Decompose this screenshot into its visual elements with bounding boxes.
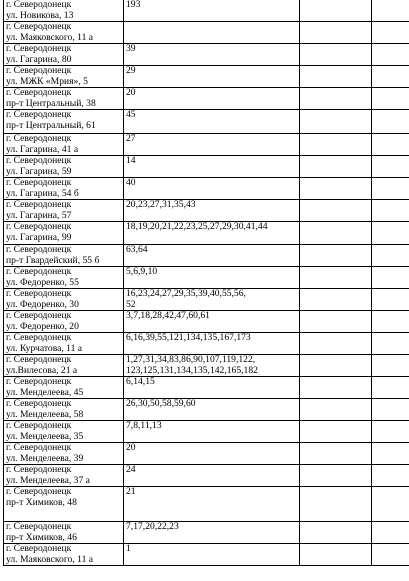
numbers-text-continued: 52 [126, 299, 136, 310]
city-text: г. Северодонецк [6, 377, 72, 387]
street-text: пр-т Центральный, 61 [6, 120, 96, 131]
empty-cell [372, 134, 409, 156]
street-text: пр-т Центральный, 38 [6, 98, 96, 109]
address-cell [4, 544, 124, 566]
numbers-cell [124, 267, 300, 289]
street-text: ул. Маяковского, 11 а [6, 554, 94, 565]
address-cell [4, 289, 124, 311]
numbers-cell [124, 443, 300, 465]
address-cell [4, 245, 124, 267]
numbers-cell [124, 399, 300, 421]
street-text: пр-т Химиков, 48 [6, 497, 77, 508]
street-text: пр-т Гвардейский, 55 б [6, 255, 100, 266]
numbers-cell [124, 110, 300, 134]
numbers-cell [124, 245, 300, 267]
address-cell [4, 487, 124, 522]
empty-cell [372, 465, 409, 487]
city-text: г. Северодонецк [6, 399, 72, 409]
numbers-text: 63,64 [126, 245, 148, 255]
empty-cell [372, 267, 409, 289]
numbers-cell [124, 544, 300, 566]
numbers-text: 193 [126, 0, 141, 10]
street-text: ул. Новикова, 13 [6, 10, 74, 21]
numbers-text: 6,14,15 [126, 377, 155, 387]
empty-cell [300, 178, 372, 200]
empty-cell [372, 0, 409, 22]
numbers-cell [124, 311, 300, 333]
street-text: ул. Менделеева, 35 [6, 431, 84, 442]
street-text: ул. Курчатова, 11 а [6, 343, 83, 354]
numbers-cell [124, 200, 300, 222]
numbers-text: 39 [126, 44, 136, 54]
city-text: г. Северодонецк [6, 110, 72, 120]
empty-cell [372, 399, 409, 421]
street-text: ул. Менделеева, 39 [6, 453, 84, 464]
city-text: г. Северодонецк [6, 522, 72, 532]
numbers-text: 45 [126, 110, 136, 120]
empty-cell [300, 544, 372, 566]
empty-cell [300, 245, 372, 267]
numbers-text: 40 [126, 178, 136, 188]
address-cell [4, 421, 124, 443]
street-text: ул. Менделеева, 58 [6, 409, 84, 420]
street-text: ул. Маяковского, 11 а [6, 32, 94, 43]
empty-cell [300, 88, 372, 110]
address-cell [4, 522, 124, 544]
numbers-cell [124, 0, 300, 22]
street-text: ул. Федоренко, 55 [6, 277, 79, 288]
street-text: ул. Менделеева, 45 [6, 387, 84, 398]
table-row [4, 311, 409, 333]
numbers-cell [124, 88, 300, 110]
table-row [4, 522, 409, 544]
numbers-cell [124, 222, 300, 245]
city-text: г. Северодонецк [6, 544, 72, 554]
street-text: ул. Гагарина, 41 а [6, 144, 79, 155]
city-text: г. Северодонецк [6, 355, 72, 365]
address-cell [4, 200, 124, 222]
table-row [4, 289, 409, 311]
empty-cell [300, 156, 372, 178]
table-row [4, 66, 409, 88]
city-text: г. Северодонецк [6, 421, 72, 431]
numbers-text: 1,27,31,34,83,86,90,107,119,122, [126, 355, 256, 365]
numbers-cell [124, 44, 300, 66]
table-row [4, 377, 409, 399]
address-cell [4, 22, 124, 44]
numbers-text: 27 [126, 134, 136, 144]
empty-cell [300, 399, 372, 421]
table-row [4, 465, 409, 487]
empty-cell [300, 289, 372, 311]
address-cell [4, 355, 124, 377]
address-cell [4, 333, 124, 355]
street-text: ул. Гагарина, 57 [6, 210, 72, 221]
empty-cell [372, 522, 409, 544]
street-text: ул. Гагарина, 54 б [6, 188, 79, 199]
numbers-text: 3,7,18,28,42,47,60,61 [126, 311, 210, 321]
address-cell [4, 88, 124, 110]
empty-cell [372, 245, 409, 267]
numbers-text: 21 [126, 487, 136, 497]
empty-cell [300, 443, 372, 465]
numbers-cell [124, 421, 300, 443]
city-text: г. Северодонецк [6, 134, 72, 144]
table-row [4, 200, 409, 222]
numbers-cell [124, 66, 300, 88]
table-row [4, 222, 409, 245]
numbers-text: 26,30,50,58,59,60 [126, 399, 196, 409]
street-text: ул. Менделеева, 37 а [6, 475, 90, 486]
numbers-cell [124, 355, 300, 377]
numbers-cell [124, 134, 300, 156]
city-text: г. Северодонецк [6, 311, 72, 321]
table-row [4, 178, 409, 200]
table-row [4, 44, 409, 66]
table-row [4, 333, 409, 355]
empty-cell [300, 0, 372, 22]
street-text: ул.Вилесова, 21 а [6, 365, 78, 376]
street-text: пр-т Химиков, 46 [6, 532, 77, 543]
street-text: ул. Федоренко, 30 [6, 299, 79, 310]
numbers-text: 1 [126, 544, 131, 554]
numbers-text: 7,8,11,13 [126, 421, 162, 431]
city-text: г. Северодонецк [6, 465, 72, 475]
city-text: г. Северодонецк [6, 333, 72, 343]
city-text: г. Северодонецк [6, 289, 72, 299]
empty-cell [300, 44, 372, 66]
numbers-text: 18,19,20,21,22,23,25,27,29,30,41,44 [126, 222, 268, 232]
table-row [4, 267, 409, 289]
empty-cell [372, 421, 409, 443]
address-cell [4, 443, 124, 465]
numbers-cell [124, 465, 300, 487]
city-text: г. Северодонецк [6, 22, 72, 32]
numbers-text: 6,16,39,55,121,134,135,167,173 [126, 333, 251, 343]
empty-cell [372, 487, 409, 522]
numbers-text: 5,6,9,10 [126, 267, 158, 277]
numbers-cell [124, 487, 300, 522]
table-row [4, 110, 409, 134]
table-row [4, 134, 409, 156]
street-text: ул. Гагарина, 99 [6, 232, 72, 243]
empty-cell [300, 22, 372, 44]
table-row [4, 487, 409, 522]
city-text: г. Северодонецк [6, 267, 72, 277]
empty-cell [372, 44, 409, 66]
address-cell [4, 0, 124, 22]
city-text: г. Северодонецк [6, 66, 72, 76]
empty-cell [300, 355, 372, 377]
address-cell [4, 377, 124, 399]
empty-cell [372, 222, 409, 245]
empty-cell [372, 156, 409, 178]
numbers-cell [124, 522, 300, 544]
numbers-cell [124, 377, 300, 399]
empty-cell [372, 178, 409, 200]
numbers-text: 7,17,20,22,23 [126, 522, 179, 532]
address-table [3, 0, 409, 566]
empty-cell [300, 421, 372, 443]
empty-cell [300, 200, 372, 222]
address-cell [4, 465, 124, 487]
empty-cell [372, 333, 409, 355]
city-text: г. Северодонецк [6, 178, 72, 188]
numbers-text-continued: 123,125,131,134,135,142,165,182 [126, 365, 258, 376]
city-text: г. Северодонецк [6, 222, 72, 232]
city-text: г. Северодонецк [6, 88, 72, 98]
numbers-cell [124, 178, 300, 200]
empty-cell [300, 333, 372, 355]
empty-cell [300, 522, 372, 544]
street-text: ул. Гагарина, 59 [6, 166, 72, 177]
empty-cell [300, 487, 372, 522]
numbers-text: 16,23,24,27,29,35,39,40,55,56, [126, 289, 246, 299]
numbers-text: 20 [126, 443, 136, 453]
empty-cell [300, 267, 372, 289]
street-text: ул. Федоренко, 20 [6, 321, 79, 332]
table-row [4, 544, 409, 566]
empty-cell [372, 88, 409, 110]
address-cell [4, 110, 124, 134]
address-cell [4, 134, 124, 156]
city-text: г. Северодонецк [6, 0, 72, 10]
table-row [4, 421, 409, 443]
city-text: г. Северодонецк [6, 200, 72, 210]
address-cell [4, 311, 124, 333]
table-row [4, 355, 409, 377]
empty-cell [372, 377, 409, 399]
address-table-body [4, 0, 409, 566]
table-row [4, 399, 409, 421]
empty-cell [300, 377, 372, 399]
table-row [4, 22, 409, 44]
empty-cell [300, 465, 372, 487]
city-text: г. Северодонецк [6, 156, 72, 166]
empty-cell [372, 355, 409, 377]
city-text: г. Северодонецк [6, 44, 72, 54]
empty-cell [372, 66, 409, 88]
empty-cell [300, 66, 372, 88]
table-row [4, 88, 409, 110]
empty-cell [372, 544, 409, 566]
city-text: г. Северодонецк [6, 245, 72, 255]
address-cell [4, 156, 124, 178]
address-cell [4, 222, 124, 245]
empty-cell [372, 22, 409, 44]
address-cell [4, 66, 124, 88]
empty-cell [300, 222, 372, 245]
street-text: ул. МЖК «Мрия», 5 [6, 76, 88, 87]
numbers-cell [124, 156, 300, 178]
empty-cell [372, 311, 409, 333]
numbers-cell [124, 289, 300, 311]
address-cell [4, 399, 124, 421]
empty-cell [300, 311, 372, 333]
empty-cell [300, 110, 372, 134]
address-cell [4, 44, 124, 66]
numbers-text: 20 [126, 88, 136, 98]
numbers-text: 20,23,27,31,35,43 [126, 200, 196, 210]
empty-cell [372, 443, 409, 465]
city-text: г. Северодонецк [6, 487, 72, 497]
table-row [4, 0, 409, 22]
table-row [4, 245, 409, 267]
address-cell [4, 267, 124, 289]
empty-cell [300, 134, 372, 156]
table-row [4, 443, 409, 465]
numbers-text: 24 [126, 465, 136, 475]
numbers-cell [124, 333, 300, 355]
numbers-cell [124, 22, 300, 44]
table-row [4, 156, 409, 178]
address-cell [4, 178, 124, 200]
numbers-text: 29 [126, 66, 136, 76]
numbers-text: 14 [126, 156, 136, 166]
street-text: ул. Гагарина, 80 [6, 54, 72, 65]
empty-cell [372, 289, 409, 311]
city-text: г. Северодонецк [6, 443, 72, 453]
empty-cell [372, 110, 409, 134]
empty-cell [372, 200, 409, 222]
